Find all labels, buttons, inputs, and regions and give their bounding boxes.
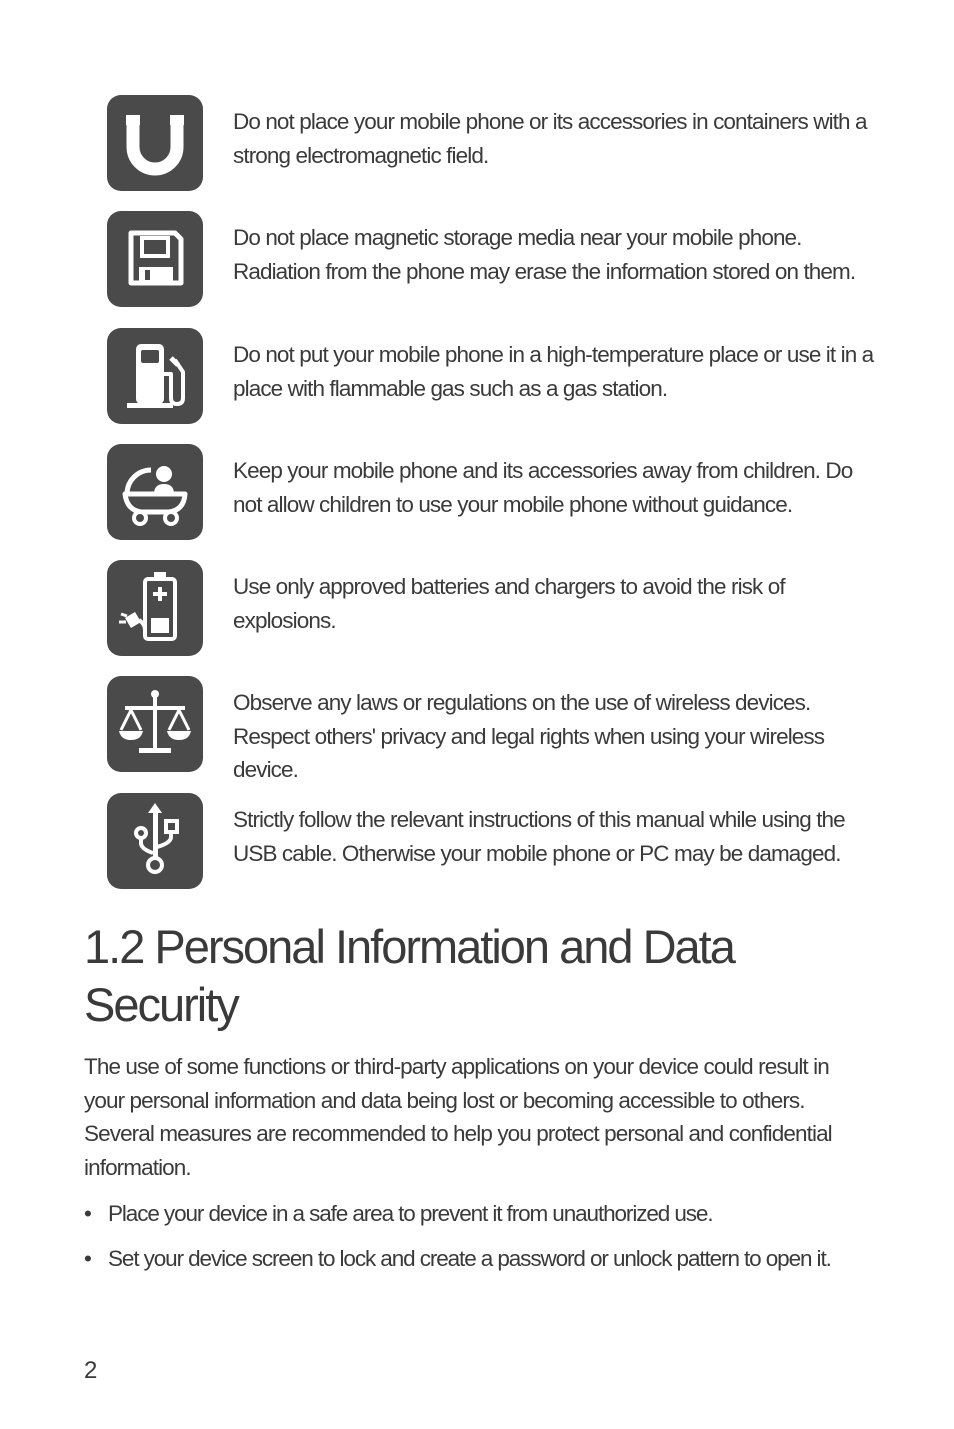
bullet-text: Place your device in a safe area to prevent it from unauthorized use. [108,1201,713,1226]
precaution-item [0,211,954,307]
precaution-text: Do not place magnetic storage media near your mobile phone. Radiation from the phone may erase the information stored on them. [233,225,856,284]
precaution-item [0,95,954,191]
usb-icon [107,793,203,889]
precaution-item [0,444,954,540]
precaution-text: Do not put your mobile phone in a high-temperature place or use it in a place with flammable gas such as a gas station. [233,342,874,401]
precaution-item [0,676,954,782]
scales-icon [107,676,203,772]
list-item [84,1242,884,1287]
page-number: 2 [84,1357,98,1384]
precaution-item [0,560,954,656]
baby-stroller-icon [107,444,203,540]
precaution-text: Strictly follow the relevant instructions of this manual while using the USB cable. Otherwise your mobile phone or PC may be damaged. [233,807,845,866]
magnet-icon [107,95,203,191]
precaution-item [0,793,954,889]
section-intro: The use of some functions or third-party applications on your device could result in your personal information and data being lost or becoming accessible to others. Several measures are recommended to help you protect personal and confidential information. [84,1054,832,1180]
precaution-item [0,328,954,424]
bullet-list [84,1197,884,1287]
bullet-icon: • [84,1246,91,1271]
list-item [84,1197,884,1242]
precaution-text: Keep your mobile phone and its accessories away from children. Do not allow children to use your mobile phone without guidance. [233,458,853,517]
precaution-text: Do not place your mobile phone or its accessories in containers with a strong electromagnetic field. [233,109,867,168]
battery-charger-icon [107,560,203,656]
bullet-text: Set your device screen to lock and create a password or unlock pattern to open it. [108,1246,831,1271]
precaution-text: Use only approved batteries and chargers to avoid the risk of explosions. [233,574,785,633]
bullet-icon: • [84,1201,91,1226]
precaution-text: Observe any laws or regulations on the use of wireless devices. Respect others' privacy and legal rights when using your wireless device. [233,690,825,782]
floppy-disk-icon [107,211,203,307]
gas-pump-icon [107,328,203,424]
section-heading: 1.2 Personal Information and Data Security [84,920,734,1031]
